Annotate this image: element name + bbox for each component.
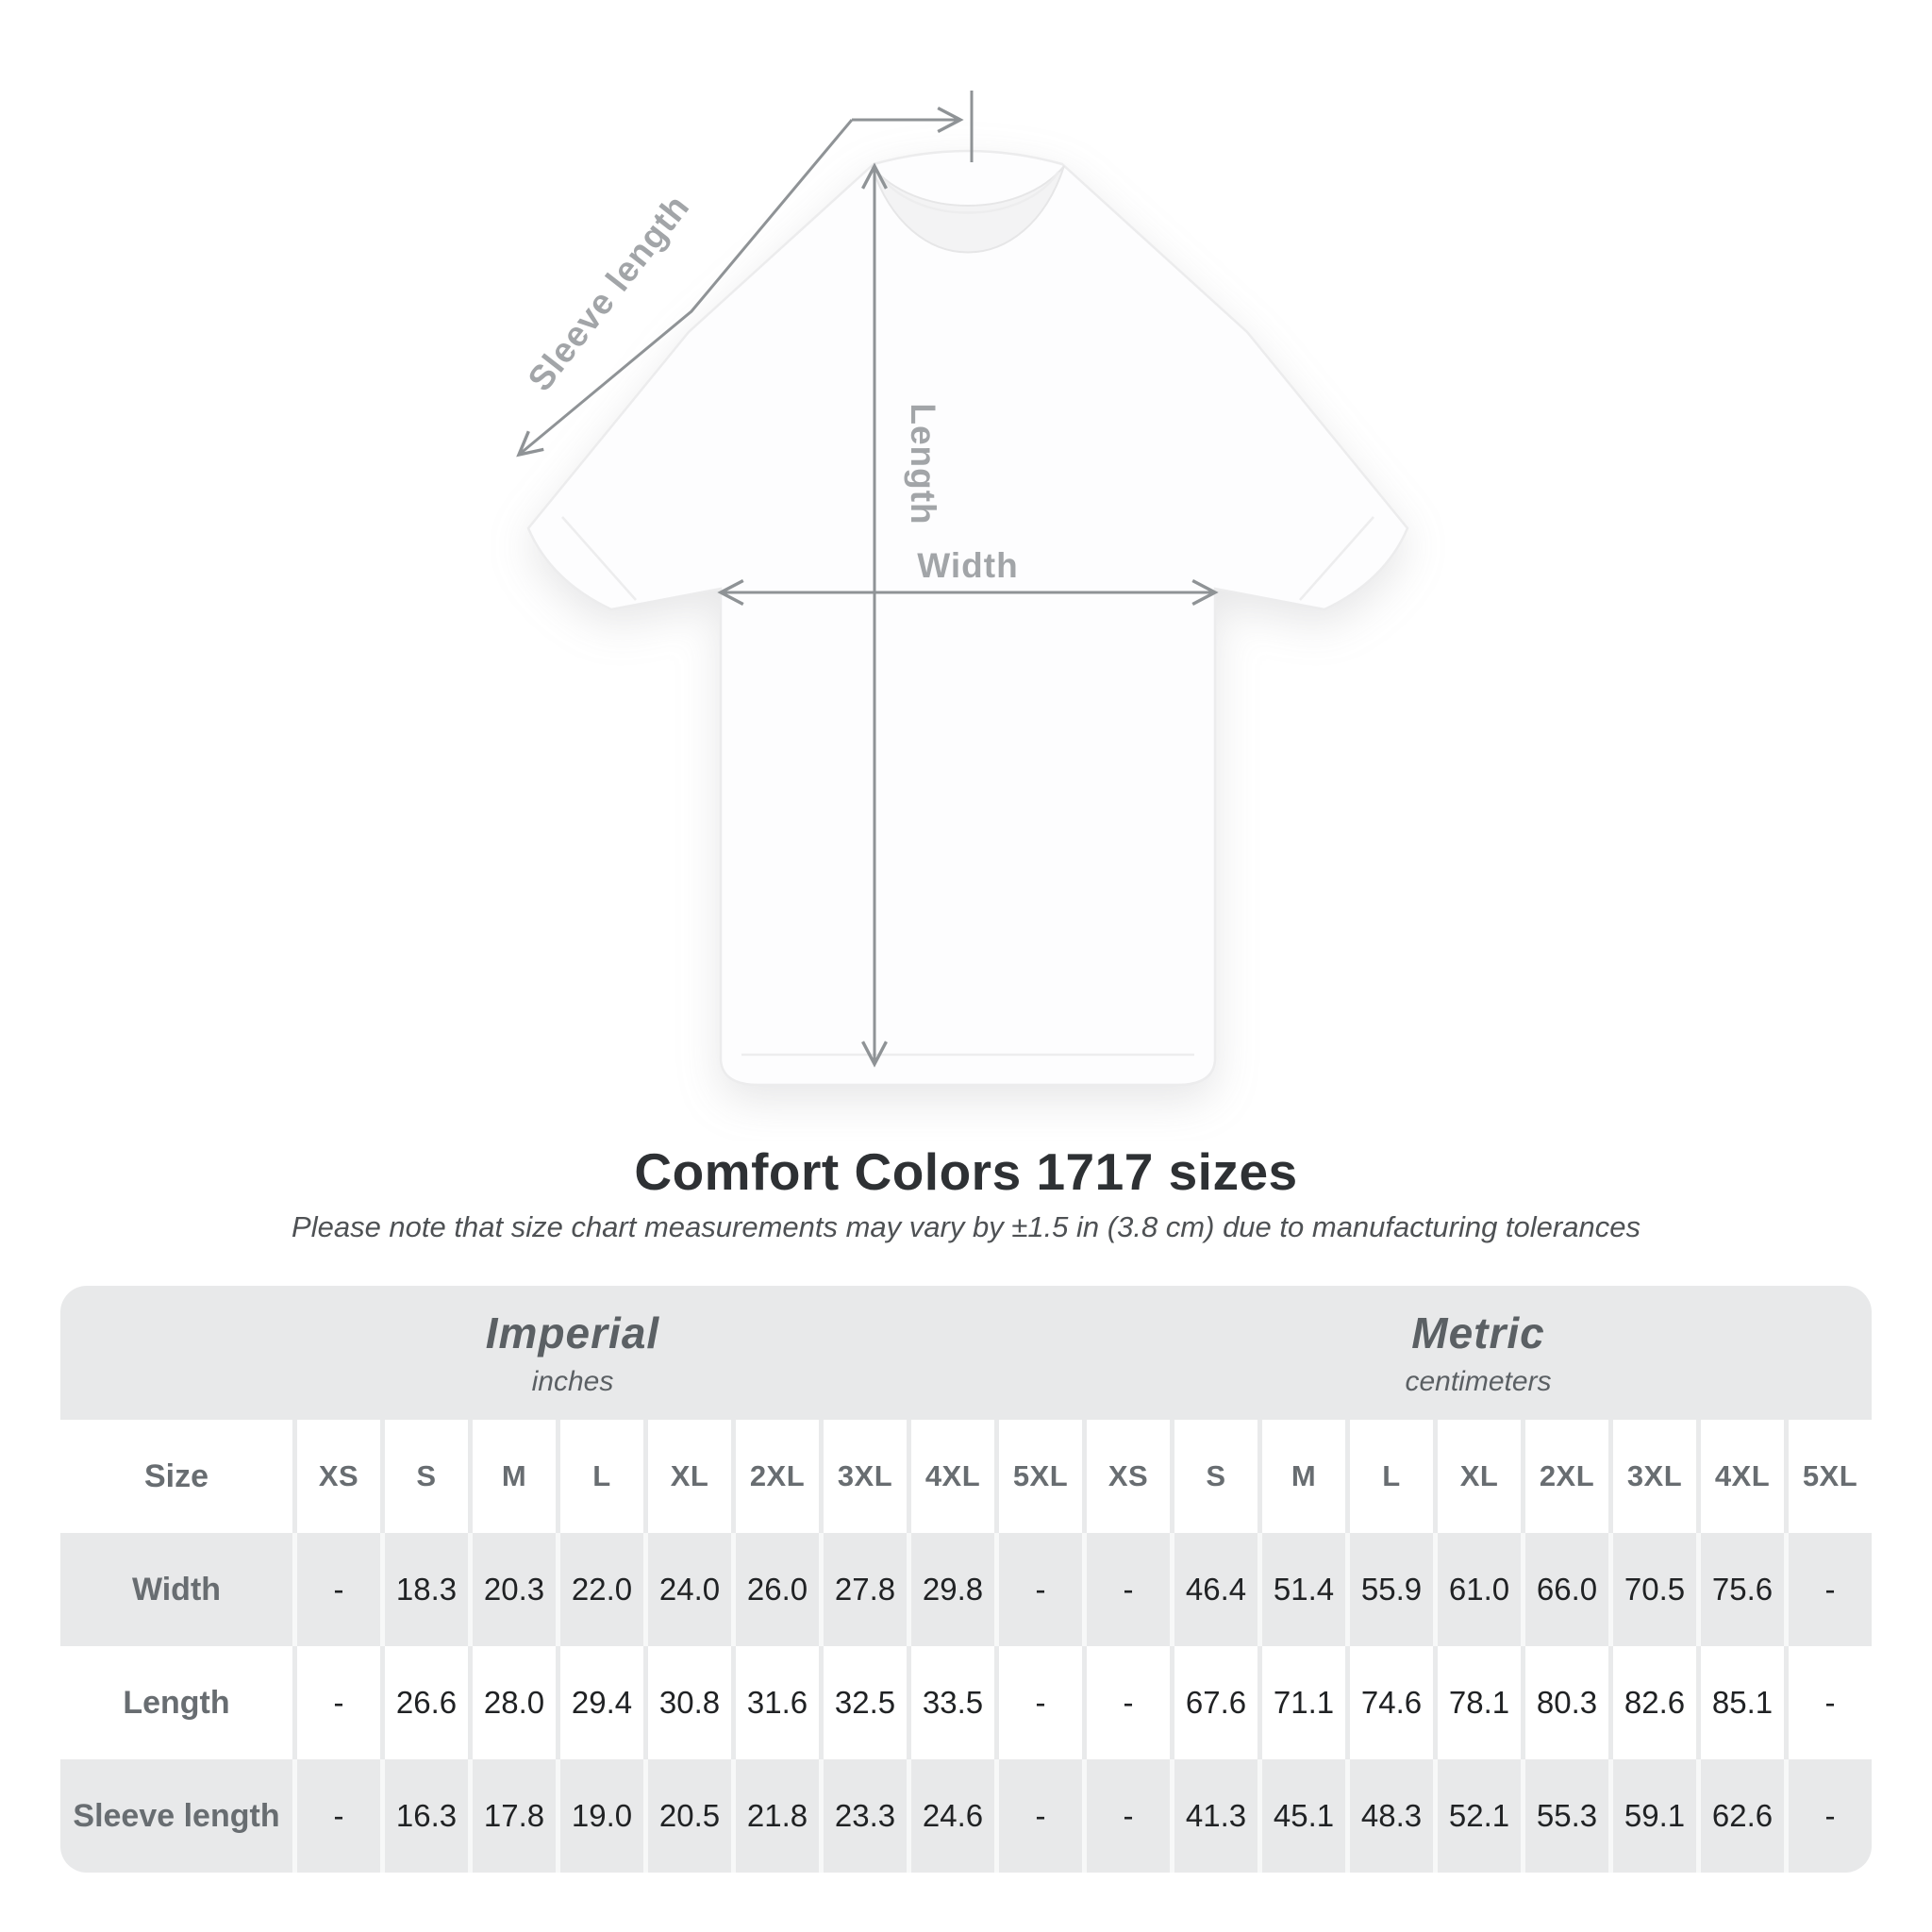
table-cell: 41.3: [1170, 1759, 1257, 1873]
table-cell: 26.0: [731, 1533, 819, 1646]
table-cell: 55.9: [1345, 1533, 1433, 1646]
table-cell: -: [1082, 1759, 1170, 1873]
size-col-header: XS: [1082, 1420, 1170, 1533]
table-cell: 82.6: [1608, 1646, 1696, 1759]
table-cell: 46.4: [1170, 1533, 1257, 1646]
row-label: Width: [60, 1533, 292, 1646]
table-cell: 75.6: [1696, 1533, 1784, 1646]
table-cell: -: [1082, 1646, 1170, 1759]
size-col-header: 4XL: [907, 1420, 994, 1533]
table-cell: 27.8: [819, 1533, 907, 1646]
row-label: Length: [60, 1646, 292, 1759]
table-cell: 20.5: [643, 1759, 731, 1873]
table-cell: 19.0: [556, 1759, 643, 1873]
size-col-header: 5XL: [994, 1420, 1082, 1533]
size-column-header: Size: [60, 1420, 292, 1533]
tshirt-outline: [528, 151, 1407, 1085]
centimeters-label: centimeters: [1405, 1366, 1552, 1397]
size-table: [60, 1286, 1872, 1873]
row-label: Sleeve length: [60, 1759, 292, 1873]
table-cell: 17.8: [468, 1759, 556, 1873]
size-col-header: 2XL: [1521, 1420, 1608, 1533]
table-cell: 80.3: [1521, 1646, 1608, 1759]
table-cell: 55.3: [1521, 1759, 1608, 1873]
size-col-header: M: [468, 1420, 556, 1533]
page-title: Comfort Colors 1717 sizes: [634, 1142, 1298, 1201]
table-cell: 28.0: [468, 1646, 556, 1759]
table-cell: 31.6: [731, 1646, 819, 1759]
table-cell: -: [1784, 1646, 1872, 1759]
table-cell: 22.0: [556, 1533, 643, 1646]
table-cell: -: [292, 1533, 380, 1646]
size-col-header: S: [1170, 1420, 1257, 1533]
tolerance-note: Please note that size chart measurements may vary by ±1.5 in (3.8 cm) due to manufacturing tolerances: [291, 1210, 1641, 1243]
inches-label: inches: [531, 1366, 614, 1397]
imperial-label: Imperial: [485, 1308, 660, 1357]
table-cell: 32.5: [819, 1646, 907, 1759]
table-cell: 51.4: [1257, 1533, 1345, 1646]
table-cell: 70.5: [1608, 1533, 1696, 1646]
table-cell: 78.1: [1433, 1646, 1521, 1759]
table-cell: 67.6: [1170, 1646, 1257, 1759]
table-cell: 59.1: [1608, 1759, 1696, 1873]
table-cell: 85.1: [1696, 1646, 1784, 1759]
size-col-header: 3XL: [1608, 1420, 1696, 1533]
size-col-header: 2XL: [731, 1420, 819, 1533]
table-cell: -: [994, 1533, 1082, 1646]
table-cell: 66.0: [1521, 1533, 1608, 1646]
size-col-header: XL: [643, 1420, 731, 1533]
imperial-unit-group: [60, 1286, 1085, 1420]
size-col-header: L: [1345, 1420, 1433, 1533]
table-cell: -: [994, 1646, 1082, 1759]
width-label: Width: [917, 546, 1019, 585]
table-cell: 74.6: [1345, 1646, 1433, 1759]
table-cell: 62.6: [1696, 1759, 1784, 1873]
tshirt-image: [528, 151, 1407, 1085]
table-cell: -: [292, 1646, 380, 1759]
table-cell: 48.3: [1345, 1759, 1433, 1873]
size-col-header: XS: [292, 1420, 380, 1533]
table-cell: 26.6: [380, 1646, 468, 1759]
table-cell: 61.0: [1433, 1533, 1521, 1646]
size-table-grid: [60, 1420, 1872, 1873]
table-cell: 71.1: [1257, 1646, 1345, 1759]
table-cell: 30.8: [643, 1646, 731, 1759]
table-cell: 24.6: [907, 1759, 994, 1873]
size-col-header: L: [556, 1420, 643, 1533]
table-cell: -: [1082, 1533, 1170, 1646]
table-cell: 33.5: [907, 1646, 994, 1759]
table-cell: 29.4: [556, 1646, 643, 1759]
table-cell: 24.0: [643, 1533, 731, 1646]
unit-band: [60, 1286, 1872, 1420]
table-cell: 18.3: [380, 1533, 468, 1646]
size-col-header: XL: [1433, 1420, 1521, 1533]
table-cell: 29.8: [907, 1533, 994, 1646]
table-cell: -: [292, 1759, 380, 1873]
table-cell: 45.1: [1257, 1759, 1345, 1873]
size-col-header: 5XL: [1784, 1420, 1872, 1533]
table-cell: 23.3: [819, 1759, 907, 1873]
length-label: Length: [904, 403, 942, 525]
size-col-header: 3XL: [819, 1420, 907, 1533]
table-cell: -: [1784, 1759, 1872, 1873]
metric-label: Metric: [1411, 1308, 1545, 1357]
sleeve-length-label: Sleeve length: [520, 187, 697, 399]
table-cell: 52.1: [1433, 1759, 1521, 1873]
size-col-header: M: [1257, 1420, 1345, 1533]
size-col-header: S: [380, 1420, 468, 1533]
table-cell: 20.3: [468, 1533, 556, 1646]
metric-unit-group: [1085, 1286, 1872, 1420]
table-cell: -: [994, 1759, 1082, 1873]
table-cell: 16.3: [380, 1759, 468, 1873]
table-cell: 21.8: [731, 1759, 819, 1873]
size-col-header: 4XL: [1696, 1420, 1784, 1533]
table-cell: -: [1784, 1533, 1872, 1646]
